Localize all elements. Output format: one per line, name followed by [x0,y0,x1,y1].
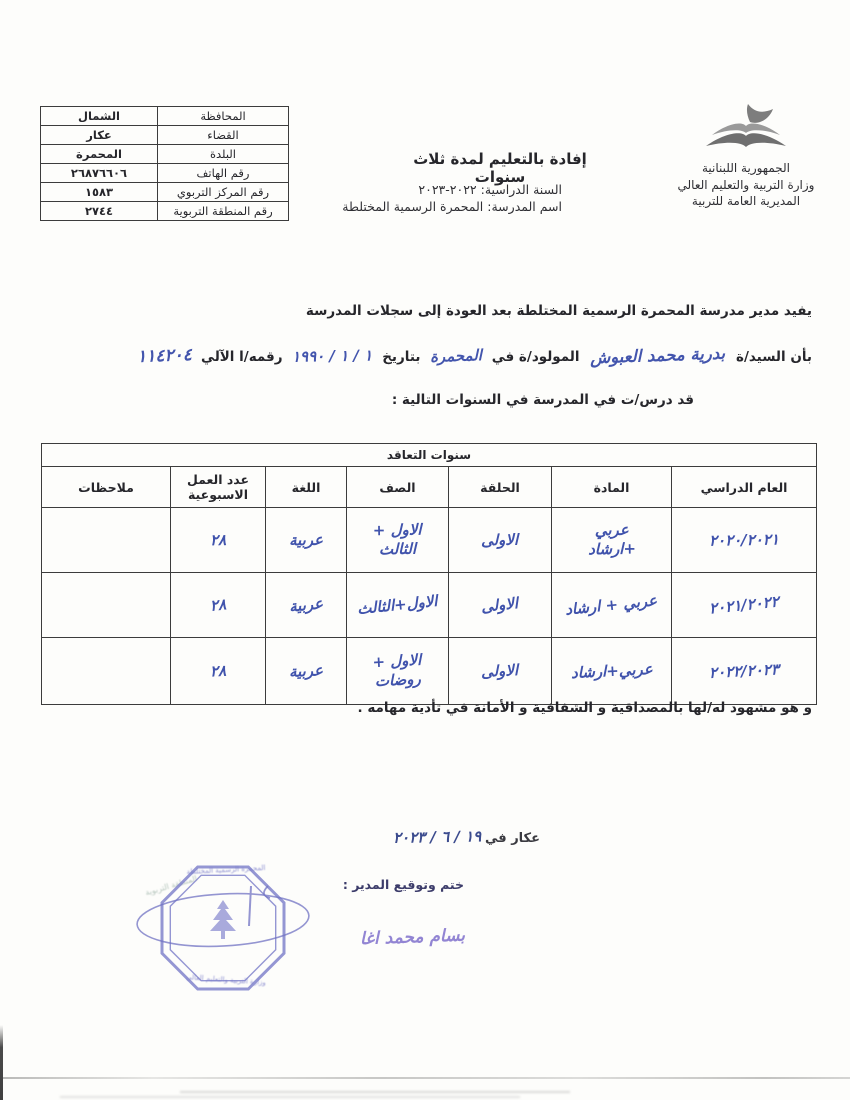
school-name-value: المحمرة الرسمية المختلطة [342,199,484,214]
district-value: عكار [41,126,158,145]
contract-years-table [41,443,817,705]
attestation-line: و هو مشهود له/لها بالمصداقية و الشفافية و الأمانة في تأدية مهامه . [357,700,812,716]
stamp-arc-text-top: المحمرة الرسمية المختلطة [186,863,266,877]
school-stamp [135,850,315,1010]
center-number-label: رقم المركز التربوي [158,183,289,202]
certify-label: بأن السيد/ة [735,349,812,365]
col-header-subject: المادة [552,467,672,508]
location-info-table [40,106,289,221]
title-subheader [330,181,562,215]
handwritten-value: ٢٨ [208,595,227,615]
handwritten-value: الاولى [480,594,520,616]
cedar-tree-icon [210,900,236,939]
scan-artifact-line [0,1077,850,1079]
cell-language [266,638,347,705]
town-value: المحمرة [41,145,158,164]
birthdate-handwritten: ١ / ١ / ١٩٩٠ [292,346,373,366]
handwritten-value: عربية [288,530,324,550]
cell-grade [347,508,449,573]
cell-year [672,508,817,573]
col-header-weekly-hours: عدد العمل الاسبوعية [171,467,266,508]
col-header-cycle: الحلقة [449,467,552,508]
handwritten-value: ٢٠٢٠/٢٠٢١ [708,530,780,550]
cell-notes [42,508,171,573]
handwritten-value: ٢٨ [209,661,227,681]
handwritten-value: الاول + روضات [372,650,422,691]
cell-cycle [449,508,552,573]
serial-number-handwritten: ١١٤٢٠٤ [136,345,192,367]
handwritten-value: عربي+ارشاد [570,659,653,683]
birthplace-handwritten: المحمرة [429,346,483,366]
cell-notes [42,573,171,638]
governorate-label: المحافظة [158,107,289,126]
col-header-notes: ملاحظات [42,467,171,508]
school-name-label: اسم المدرسة: [487,199,562,214]
handwritten-value: ٢٠٢١/٢٠٢٢ [708,592,780,618]
cell-hours [171,508,266,573]
handwritten-value: عربي +ارشاد [587,520,636,559]
handwritten-value: ٢٠٢٢/٢٠٢٣ [708,660,780,682]
town-label: البلدة [158,145,289,164]
body-line-2 [30,341,812,372]
director-signature-handwritten: بسام محمد اغا [359,925,466,950]
serial-label: رقمه/ا الآلي [201,349,283,365]
handwritten-value: عربي + ارشاد [564,591,659,619]
ministry-book-logo-icon [698,102,794,154]
cell-cycle [449,638,552,705]
cell-language [266,573,347,638]
handwritten-value: عربية [288,594,324,616]
zone-number-label: رقم المنطقة التربوية [158,202,289,221]
handwritten-value: الاولى [480,661,519,681]
scan-artifact-smudge [60,1096,520,1098]
cell-cycle [449,573,552,638]
cell-subject [552,508,672,573]
school-year-value: ٢٠٢٢-٢٠٢٣ [418,182,477,197]
table-row [41,126,289,145]
ministry-header [648,102,844,210]
handwritten-value: الاول+الثالث [356,591,439,619]
table-row [42,638,817,705]
body-line-1: يفيد مدير مدرسة المحمرة الرسمية المختلطة بعد العودة إلى سجلات المدرسة [305,303,812,319]
birthdate-label: بتاريخ [382,349,421,365]
school-year-label: السنة الدراسية: [480,182,562,197]
table-row [42,573,817,638]
col-header-language: اللغة [266,467,347,508]
ministry-line-ministry: وزارة التربية والتعليم العالي [677,177,815,192]
cell-hours [171,638,266,705]
phone-label: رقم الهاتف [158,164,289,183]
scan-artifact-edge [0,1025,3,1100]
scan-artifact-smudge [180,1091,570,1093]
school-name-line [330,198,562,215]
governorate-value: الشمال [41,107,158,126]
handwritten-value: عربية [288,661,324,681]
stamp-faded-text: المنطقة التربوية [144,873,199,898]
place-date-label: عكار في [485,831,540,846]
cell-hours [171,573,266,638]
cell-year [672,638,817,705]
table-row [41,202,289,221]
stamp-signature-label: ختم وتوقيع المدير : [342,877,464,892]
ministry-line-directorate: المديرية العامة للتربية [691,194,801,208]
phone-value: ٢٦٨٧٦٦٠٦ [41,164,158,183]
date-line [330,828,540,846]
handwritten-value: الاولى [481,530,519,550]
stamp-arc-text-bottom: وزارة التربية والتعليم العالي [185,973,267,987]
cell-language [266,508,347,573]
table-row [41,145,289,164]
cell-grade [347,638,449,705]
cell-subject [552,573,672,638]
col-header-grade: الصف [347,467,449,508]
table-caption: سنوات التعاقد [42,444,817,467]
handwritten-value: الاول + الثالث [372,520,422,559]
teacher-name-handwritten: بدرية محمد العبوش [589,343,726,368]
table-caption-row [42,444,817,467]
table-row [41,164,289,183]
date-handwritten: ١٩ / ٦ / ٢٠٢٣ [392,827,482,847]
cell-notes [42,638,171,705]
zone-number-value: ٢٧٤٤ [41,202,158,221]
table-row [41,183,289,202]
body-line-3: قد درس/ت في المدرسة في السنوات التالية : [391,392,694,408]
table-row [42,508,817,573]
cell-grade [347,573,449,638]
school-year-line [330,181,562,198]
cell-year [672,573,817,638]
col-header-school-year: العام الدراسي [672,467,817,508]
table-row [41,107,289,126]
body-paragraph [30,303,812,408]
ministry-line-republic: الجمهورية اللبنانية [701,161,791,175]
table-header-row [42,467,817,508]
cell-subject [552,638,672,705]
page-title: إفادة بالتعليم لمدة ثلاث سنوات [413,150,587,186]
district-label: القضاء [158,126,289,145]
born-label: المولود/ة في [491,349,580,365]
center-number-value: ١٥٨٣ [41,183,158,202]
handwritten-value: ٢٨ [209,530,227,550]
